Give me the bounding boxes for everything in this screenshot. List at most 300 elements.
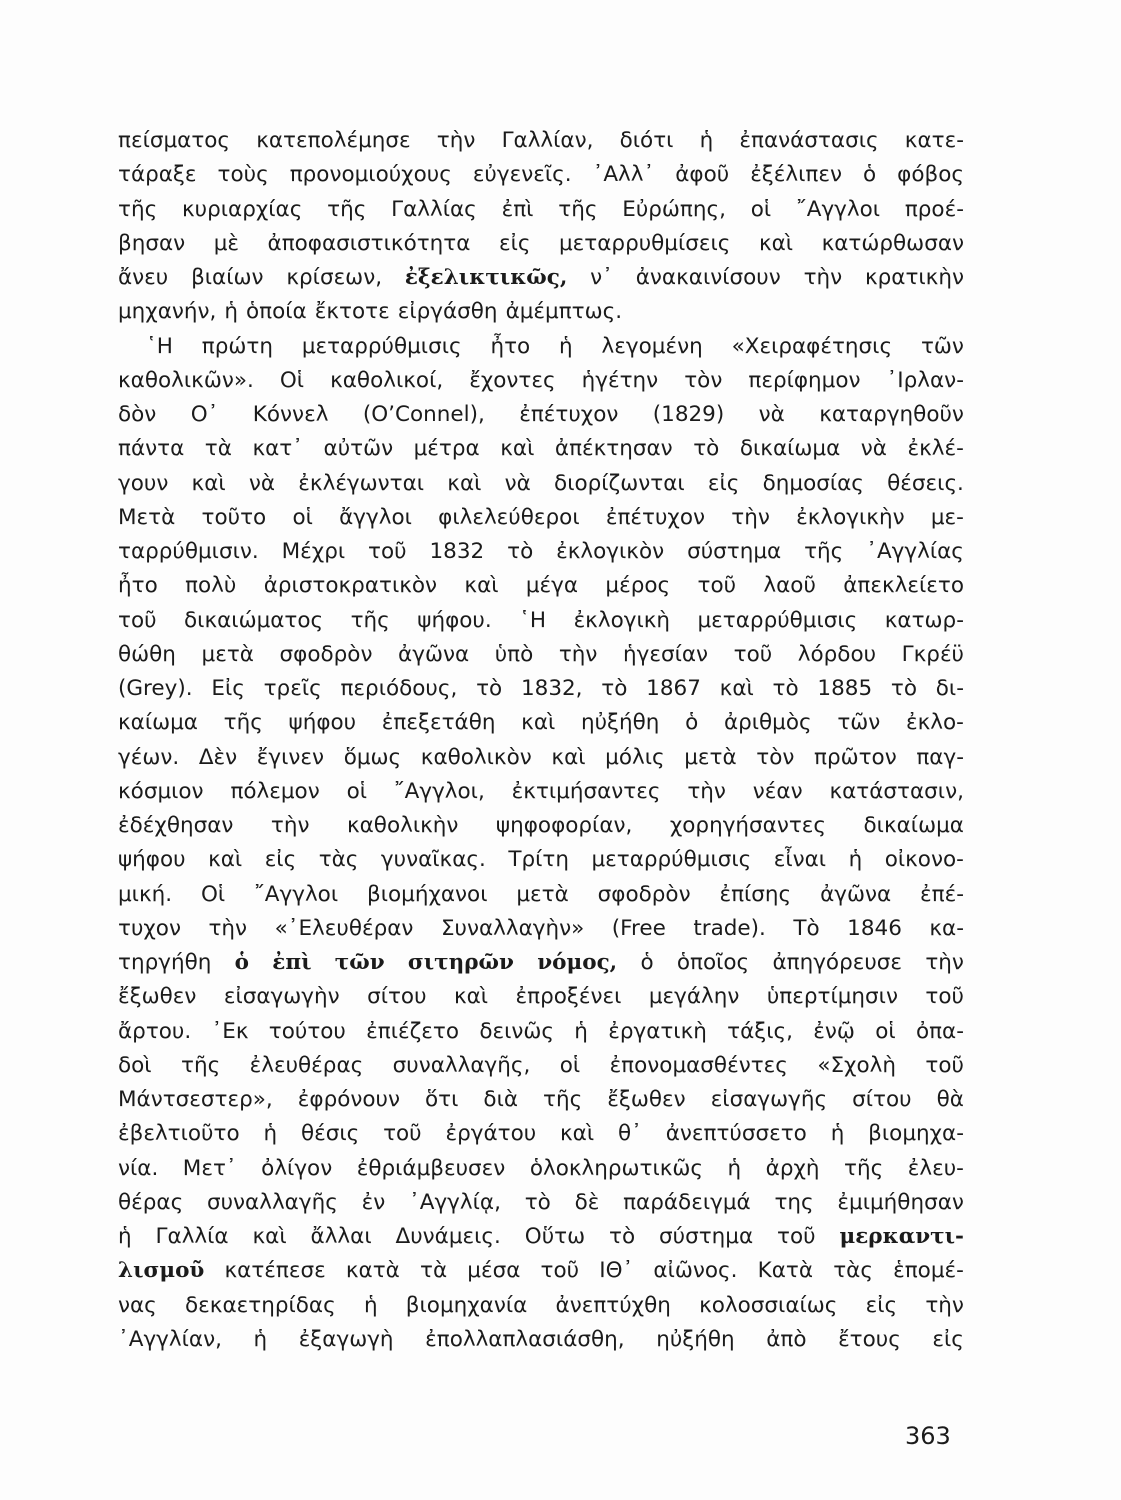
word: κρατικὴν: [864, 265, 964, 290]
word: ἀφοῦ: [675, 162, 730, 188]
bold-word: ὁ: [234, 950, 249, 975]
word: ἐπέ-: [920, 881, 964, 907]
word: κρίσεων,: [286, 265, 383, 290]
word: νὰ: [248, 470, 276, 496]
word: ἐν: [361, 1189, 386, 1215]
word: ἐθριάμβευσεν: [356, 1155, 506, 1181]
word: Κόννελ: [252, 402, 329, 427]
word: ῎Αγγλοι: [795, 196, 881, 222]
word: ἐπέτυχον: [605, 504, 706, 530]
word: Γκρέϋ: [901, 641, 964, 667]
text-line: [118, 1323, 964, 1357]
word: ἀριστοκρατικὸν: [263, 573, 438, 599]
word: καὶ: [719, 676, 754, 701]
word: τὰς: [833, 1258, 873, 1284]
word: πάντα: [118, 436, 185, 462]
word: Συναλλαγὴν»: [440, 915, 585, 941]
word: τῆς: [804, 539, 844, 564]
word: εἰσαγωγὴν: [223, 984, 340, 1010]
word: πόλεμον: [230, 778, 320, 804]
word: ν᾿: [590, 265, 613, 290]
word: ἐπεξετάθη: [381, 710, 496, 736]
text-line: [118, 1289, 964, 1323]
word: τῆς: [844, 1155, 884, 1181]
word: trade).: [693, 915, 766, 941]
word: τοὺς: [217, 162, 269, 188]
word: ἦτο: [118, 573, 158, 599]
word: ᾿Αγγλίας: [866, 539, 964, 564]
text-line: [118, 124, 964, 158]
word: ὁλοκληρωτικῶς: [529, 1155, 704, 1181]
word: τὴν: [270, 813, 310, 838]
text-line: [118, 980, 964, 1014]
word: εἰς: [264, 847, 297, 873]
word: προνομιούχους: [289, 162, 452, 188]
word: καὶ: [551, 744, 586, 770]
word: Εὐρώπης,: [622, 196, 726, 222]
word: ἀμέμπτως.: [505, 299, 623, 325]
word: ἐπονομασθέντες: [609, 1052, 788, 1078]
word: ἡ: [118, 1224, 132, 1249]
word: ἡγέτην: [581, 367, 659, 393]
word: τάξις,: [727, 1018, 794, 1044]
word: τὸν: [756, 744, 795, 770]
word: ἐμιμήθησαν: [837, 1189, 964, 1215]
word: τηργήθη: [118, 950, 212, 975]
word: δεινῶς: [479, 1018, 554, 1044]
word: ἡγεσίαν: [623, 641, 709, 667]
word: ἡ: [253, 1326, 268, 1352]
word: μέσα: [467, 1258, 521, 1284]
word: μετὰ: [201, 641, 254, 667]
word: γυναῖκας.: [380, 847, 486, 873]
word: σφοδρὸν: [597, 881, 691, 907]
word: Τρίτη: [508, 847, 569, 873]
word: Γαλλίας: [391, 196, 477, 222]
text-line: [118, 912, 964, 946]
word: ἐλευ-: [907, 1155, 964, 1181]
word: διὰ: [483, 1087, 519, 1112]
word: κατε-: [904, 128, 964, 153]
word: κατὰ: [345, 1258, 400, 1284]
word: ἔγινεν: [256, 744, 325, 770]
word: ὅμως: [343, 744, 402, 770]
word: καθολικὸν: [420, 744, 532, 770]
word: σύστημα: [687, 539, 782, 564]
word: θέσις: [300, 1121, 360, 1147]
word: δεκαετηρίδας: [185, 1292, 336, 1318]
word: τοῦ: [733, 641, 773, 667]
word: ἀπεκλείετο: [843, 573, 964, 599]
text-line: [118, 1254, 964, 1288]
word: τὸν: [684, 367, 723, 393]
word: ἐκλογικὸν: [556, 539, 665, 564]
word: τὸ: [609, 1224, 636, 1249]
word: ἐπέτυχον: [519, 402, 619, 427]
word: τὸ: [476, 676, 503, 701]
word: τὸ: [601, 676, 628, 701]
word: Οἱ: [279, 367, 305, 393]
word: ἡ: [830, 1121, 845, 1147]
word: ᾿Εκ: [211, 1018, 249, 1044]
word: ᾿Ιρλαν-: [886, 367, 964, 393]
word: τῶν: [837, 710, 881, 736]
word: τυχον: [118, 915, 181, 941]
word: ἄνευ: [118, 265, 169, 290]
word: ἄγγλοι: [339, 504, 412, 530]
word: εἰς: [707, 470, 740, 496]
word: ἐκλέ-: [907, 436, 964, 462]
word: καθολικὴν: [346, 813, 459, 838]
text-line: [118, 467, 964, 501]
word: θέσεις.: [887, 470, 964, 496]
word: ἡ: [699, 128, 714, 153]
word: σίτου: [852, 1087, 912, 1112]
word: ῎Αγγλοι: [254, 881, 339, 907]
word: ὀπα-: [915, 1018, 964, 1044]
text-line: [118, 261, 964, 295]
word: τῆς: [118, 196, 158, 222]
word: βιομηχα-: [868, 1121, 964, 1147]
word: δὸν: [118, 402, 157, 427]
text-line: [118, 672, 964, 706]
word: ΙΘ᾿: [599, 1258, 634, 1284]
word: τὴν: [731, 504, 770, 530]
word: εἰς: [865, 1292, 898, 1318]
word: Εἰς: [211, 676, 245, 701]
word: ἀπὸ: [766, 1326, 807, 1352]
word: 1867: [646, 676, 701, 701]
word: κυριαρχίας: [182, 196, 303, 222]
word: ἀνεπτύχθη: [555, 1292, 671, 1318]
word: καταργηθοῦν: [819, 402, 964, 427]
word: πείσματος: [118, 128, 231, 153]
word: ἔτους: [838, 1326, 901, 1352]
word: ἡ: [574, 1018, 588, 1044]
word: εἶναι: [773, 847, 827, 873]
text-line: [118, 535, 964, 569]
text-line: [118, 158, 964, 192]
word: παγ-: [916, 744, 964, 770]
word: δοὶ: [118, 1052, 152, 1078]
word: τοῦτο: [201, 504, 267, 530]
word: εἰς: [498, 230, 531, 256]
word: τρεῖς: [263, 676, 322, 701]
text-line: [118, 706, 964, 740]
word: κατώρθωσαν: [821, 230, 964, 256]
bold-word: τῶν: [334, 950, 385, 975]
word: οἱ: [750, 196, 772, 222]
word: θὰ: [936, 1087, 964, 1112]
word: ἀρχὴ: [765, 1155, 820, 1181]
word: ἀριθμὸς: [723, 710, 812, 736]
word: κολοσσιαίως: [699, 1292, 838, 1318]
text-line: [118, 330, 964, 364]
word: τὴν: [208, 915, 248, 941]
word: Οἱ: [200, 881, 226, 907]
word: ἀποφασιστικότητα: [267, 230, 471, 256]
word: εἰργάσθη: [397, 299, 498, 325]
bold-word: ἐξελικτικῶς,: [404, 265, 568, 290]
text-line: [118, 569, 964, 603]
word: κατεπολέμησε: [256, 128, 411, 153]
word: ἑπομέ-: [893, 1258, 964, 1284]
word: ἀγῶνα: [398, 641, 470, 667]
word: καθολικοί,: [330, 367, 444, 393]
word: οἱ: [559, 1052, 581, 1078]
word: ηὐξήθη: [656, 1326, 735, 1352]
text-line: [118, 809, 964, 843]
word: με-: [930, 504, 964, 530]
word: ἐπανάστασις: [739, 128, 879, 153]
word: μική.: [118, 881, 173, 907]
word: ἀγῶνα: [820, 881, 892, 907]
word: βησαν: [118, 230, 186, 256]
word: τοῦ: [118, 607, 157, 633]
word: τοῦ: [925, 1052, 964, 1078]
word: ᾿Αλλ᾿: [592, 162, 655, 188]
word: ῾Η: [519, 607, 547, 633]
word: ἐπολλαπλασιάσθη,: [425, 1326, 625, 1352]
word: ἐκτιμήσαντες: [511, 778, 661, 804]
word: Μετὰ: [118, 504, 176, 530]
text-line: [118, 1117, 964, 1151]
text-line: [118, 364, 964, 398]
word: 1846: [847, 915, 902, 941]
bold-word: σιτηρῶν: [407, 950, 514, 975]
word: θ᾿: [617, 1121, 642, 1147]
word: τούτου: [268, 1018, 346, 1044]
word: καὶ: [758, 230, 794, 256]
word: λόρδου: [797, 641, 877, 667]
word: ἡ: [559, 333, 573, 359]
word: τῶν: [920, 333, 964, 359]
word: 1832,: [520, 676, 583, 701]
word: ἦτο: [490, 333, 531, 359]
word: ἀπηγόρευσε: [772, 950, 903, 975]
word: θέρας: [118, 1189, 184, 1215]
word: ψηφοφορίαν,: [495, 813, 633, 838]
text-line: [118, 227, 964, 261]
word: πρῶτον: [814, 744, 897, 770]
word: ἐδέχθησαν: [118, 813, 234, 838]
word: ἐπὶ: [501, 196, 534, 222]
word: τὸ: [772, 676, 799, 701]
body-text: [118, 124, 964, 1357]
word: ἐφρόνουν: [297, 1087, 401, 1112]
word: τοῦ: [697, 573, 737, 599]
word: ἄρτου.: [118, 1018, 192, 1044]
word: (Grey).: [118, 676, 193, 701]
word: βιαίων: [191, 265, 264, 290]
word: βιομηχανία: [405, 1292, 528, 1318]
word: δημοσίας: [762, 470, 864, 496]
bold-word: ἐπὶ: [272, 950, 312, 975]
word: 1832: [429, 539, 485, 564]
word: ῎Αγγλοι,: [393, 778, 485, 804]
word: διότι: [619, 128, 674, 153]
word: φιλελεύθεροι: [438, 504, 580, 530]
word: δικαίωμα: [863, 813, 964, 838]
word: καὶ: [252, 1224, 287, 1249]
text-line: [118, 775, 964, 809]
text-line: [118, 193, 964, 227]
word: ψήφου.: [417, 607, 492, 633]
word: εὐγενεῖς.: [472, 162, 572, 188]
text-line: [118, 1083, 964, 1117]
word: «Χειραφέτησις: [731, 333, 893, 359]
word: τὴν: [687, 778, 726, 804]
word: κατάστασιν,: [829, 778, 964, 804]
word: δικαίωμα: [739, 436, 841, 462]
word: αἰῶνος.: [653, 1258, 738, 1284]
word: μεταρρύθμισις: [301, 333, 462, 359]
word: καὶ: [521, 710, 556, 736]
word: τοῦ: [925, 984, 964, 1010]
word: φόβος: [897, 162, 964, 188]
word: Γαλλίαν,: [501, 128, 594, 153]
text-line: [118, 1186, 964, 1220]
word: τοῦ: [383, 1121, 422, 1147]
word: ὑπερτίμησιν: [766, 984, 898, 1010]
word: συναλλαγῆς: [206, 1189, 338, 1215]
word: τὰς: [318, 847, 359, 873]
word: Ο᾿: [190, 402, 219, 427]
word: νέαν: [752, 778, 803, 804]
word: ὁποία: [246, 299, 307, 325]
text-line: [118, 1049, 964, 1083]
word: ἀνεπτύσσετο: [665, 1121, 807, 1147]
word: ἐργάτου: [445, 1121, 537, 1147]
text-line: [118, 501, 964, 535]
word: Γαλλία: [155, 1224, 229, 1249]
word: ψήφου: [288, 710, 357, 736]
word: καὶ: [191, 470, 226, 496]
word: τὴν: [558, 641, 598, 667]
word: (1829): [652, 402, 725, 427]
word: κόσμιον: [118, 778, 204, 804]
word: δικαιώματος: [184, 607, 324, 633]
word: ἐργατικὴ: [608, 1018, 707, 1044]
word: οἰκονο-: [884, 847, 964, 873]
word: Οὕτω: [524, 1224, 586, 1249]
word: ἡ: [363, 1292, 378, 1318]
word: μετὰ: [516, 881, 569, 907]
word: ἐκλο-: [905, 710, 964, 736]
word: νία.: [118, 1155, 159, 1181]
word: τῆς: [350, 607, 390, 633]
word: ἐξέλιπεν: [750, 162, 842, 188]
word: ἐλευθέρας: [249, 1052, 364, 1078]
word: τὴν: [925, 1292, 964, 1318]
word: σίτου: [367, 984, 427, 1010]
word: ὁ: [640, 950, 654, 975]
word: δὲ: [574, 1189, 600, 1215]
word: Μέχρι: [281, 539, 346, 564]
text-line: [118, 604, 964, 638]
word: χορηγήσαντες: [669, 813, 827, 838]
word: ἐπροξένει: [515, 984, 622, 1010]
text-line: [118, 398, 964, 432]
word: Μάντσεστερ»,: [118, 1087, 273, 1112]
word: κατ᾿: [252, 436, 303, 462]
word: ᾿Αγγλίᾳ,: [409, 1189, 501, 1215]
text-line: [118, 1152, 964, 1186]
word: καθολικῶν».: [118, 367, 254, 393]
word: περίφημον: [748, 367, 861, 393]
word: ἄλλαι: [310, 1224, 372, 1249]
word: αὐτῶν: [323, 436, 394, 462]
word: μηχανήν,: [118, 299, 217, 325]
word: (O’Connel),: [362, 402, 485, 427]
word: ἐκλογικὴν: [796, 504, 905, 530]
word: Μετ᾿: [182, 1155, 237, 1181]
word: πολὺ: [185, 573, 237, 599]
word: ὅτι: [425, 1087, 459, 1112]
word: καίωμα: [118, 710, 198, 736]
word: καὶ: [500, 436, 535, 462]
word: ἐπίσης: [719, 881, 792, 907]
page-number: 363: [905, 1422, 951, 1450]
word: οἱ: [346, 778, 368, 804]
text-line: [118, 638, 964, 672]
word: (Free: [611, 915, 666, 941]
word: κατέπεσε: [224, 1258, 326, 1284]
word: τὰ: [420, 1258, 448, 1284]
word: ᾿Αγγλίαν,: [118, 1326, 222, 1352]
word: μεγάλην: [648, 984, 740, 1010]
word: ἐνῷ: [813, 1018, 855, 1044]
word: ὁ: [685, 710, 699, 736]
word: 1885: [817, 676, 873, 701]
word: τὴν: [436, 128, 476, 153]
word: τῆς: [181, 1052, 221, 1078]
word: νὰ: [504, 470, 531, 496]
word: ὀλίγον: [261, 1155, 333, 1181]
word: ἔκτοτε: [314, 299, 390, 325]
word: ψήφου: [118, 847, 186, 873]
word: εἰσαγωγῆς: [710, 1087, 828, 1112]
word: λεγομένη: [601, 333, 703, 359]
bold-word: μερκαντι-: [839, 1224, 964, 1249]
word: ἔξωθεν: [118, 984, 197, 1010]
word: καὶ: [453, 984, 489, 1010]
word: ἀνακαινίσουν: [635, 265, 781, 290]
word: τὸ: [693, 436, 720, 462]
text-line: [118, 946, 964, 980]
word: διορίζωνται: [554, 470, 685, 496]
word: οἱ: [292, 504, 313, 530]
word: τῆς: [327, 196, 367, 222]
text-line: [118, 1220, 964, 1254]
word: τῆς: [558, 196, 598, 222]
word: τοῦ: [368, 539, 407, 564]
word: Δὲν: [198, 744, 238, 770]
word: νὰ: [860, 436, 887, 462]
word: μέτρα: [413, 436, 480, 462]
word: ἐκλογικὴ: [573, 607, 671, 633]
word: καὶ: [447, 470, 482, 496]
word: «᾿Ελευθέραν: [274, 915, 414, 941]
word: μεταρρύθμισις: [697, 607, 858, 633]
word: τῆς: [543, 1087, 583, 1112]
word: γέων.: [118, 744, 180, 770]
word: νὰ: [758, 402, 785, 427]
word: μεταρρύθμισις: [591, 847, 752, 873]
word: τὴν: [803, 265, 843, 290]
word: ηὐξήθη: [580, 710, 660, 736]
word: κατωρ-: [884, 607, 964, 633]
